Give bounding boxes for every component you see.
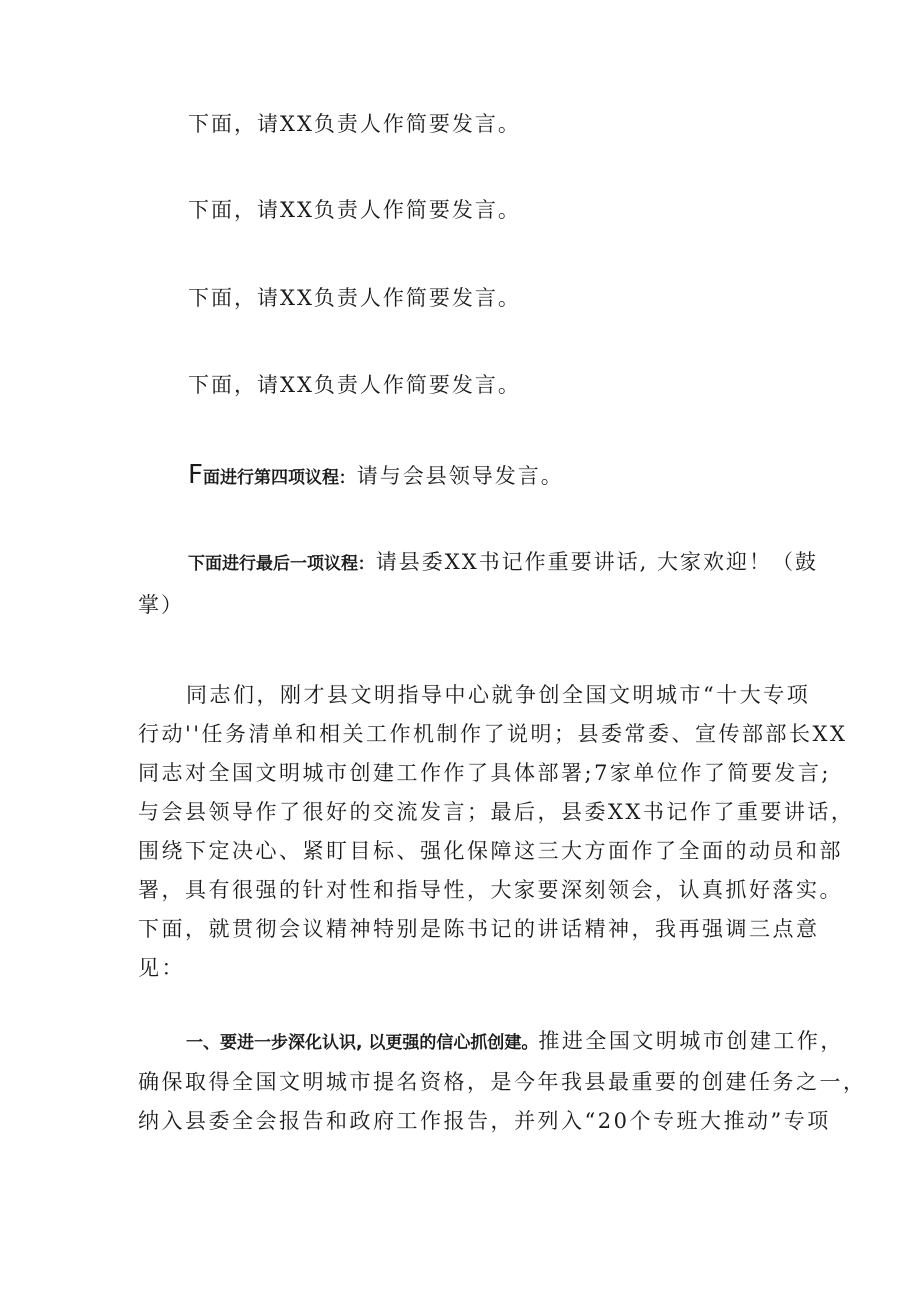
agenda-item-last-wrap: 掌）: [138, 593, 184, 617]
section-1-paragraph: [138, 1022, 867, 1141]
agenda-item-4: [188, 461, 564, 492]
section-1-heading: 一、要进一步深化认识, 以更强的信心抓创建。: [186, 1033, 539, 1053]
section-1-first-line: [138, 1022, 844, 1063]
agenda-item-last-text: : 请县委XX书记作重要讲话, 大家欢迎！（鼓: [358, 550, 818, 574]
summary-line: 署，具有很强的针对性和指导性，大家要深刻领会，认真抓好落实。: [138, 878, 843, 902]
agenda-item-4-lead: 面进行第四项议程: [202, 468, 339, 488]
summary-line: 行动''任务清单和相关工作机制作了说明；县委常委、宣传部部长XX: [138, 722, 848, 746]
summary-line: 见：: [138, 956, 185, 980]
speaker-line-1: 下面，请XX负责人作简要发言。: [188, 112, 521, 136]
section-1-text: 推进全国文明城市创建工作，: [538, 1029, 844, 1053]
agenda-item-4-text: : 请与会县领导发言。: [338, 464, 564, 488]
summary-line: 围绕下定决心、紧盯目标、强化保障这三大方面作了全面的动员和部: [138, 839, 843, 863]
section-1-line: 纳入县委全会报告和政府工作报告，并列入“20个专班大推动”专项: [138, 1109, 831, 1133]
speaker-line-4: 下面，请XX负责人作简要发言。: [188, 373, 521, 397]
agenda-item-last-lead: 下面进行最后一项议程: [188, 554, 358, 574]
summary-paragraph: [138, 676, 855, 988]
summary-line: 同志对全国文明城市创建工作作了具体部署;7家单位作了简要发言;: [138, 761, 832, 785]
speaker-line-3: 下面，请XX负责人作简要发言。: [188, 286, 521, 310]
agenda-item-4-lead-first: F: [188, 460, 203, 490]
speaker-line-2: 下面，请XX负责人作简要发言。: [188, 198, 521, 222]
summary-line: 下面，就贯彻会议精神特别是陈书记的讲话精神，我再强调三点意: [138, 917, 820, 941]
section-1-line: 确保取得全国文明城市提名资格，是今年我县最重要的创建任务之一，: [138, 1070, 867, 1094]
summary-line: 同志们，刚才县文明指导中心就争创全国文明城市“十大专项: [186, 683, 811, 707]
summary-line: 与会县领导作了很好的交流发言；最后，县委XX书记作了重要讲话，: [138, 800, 855, 824]
agenda-item-last: [188, 548, 818, 578]
